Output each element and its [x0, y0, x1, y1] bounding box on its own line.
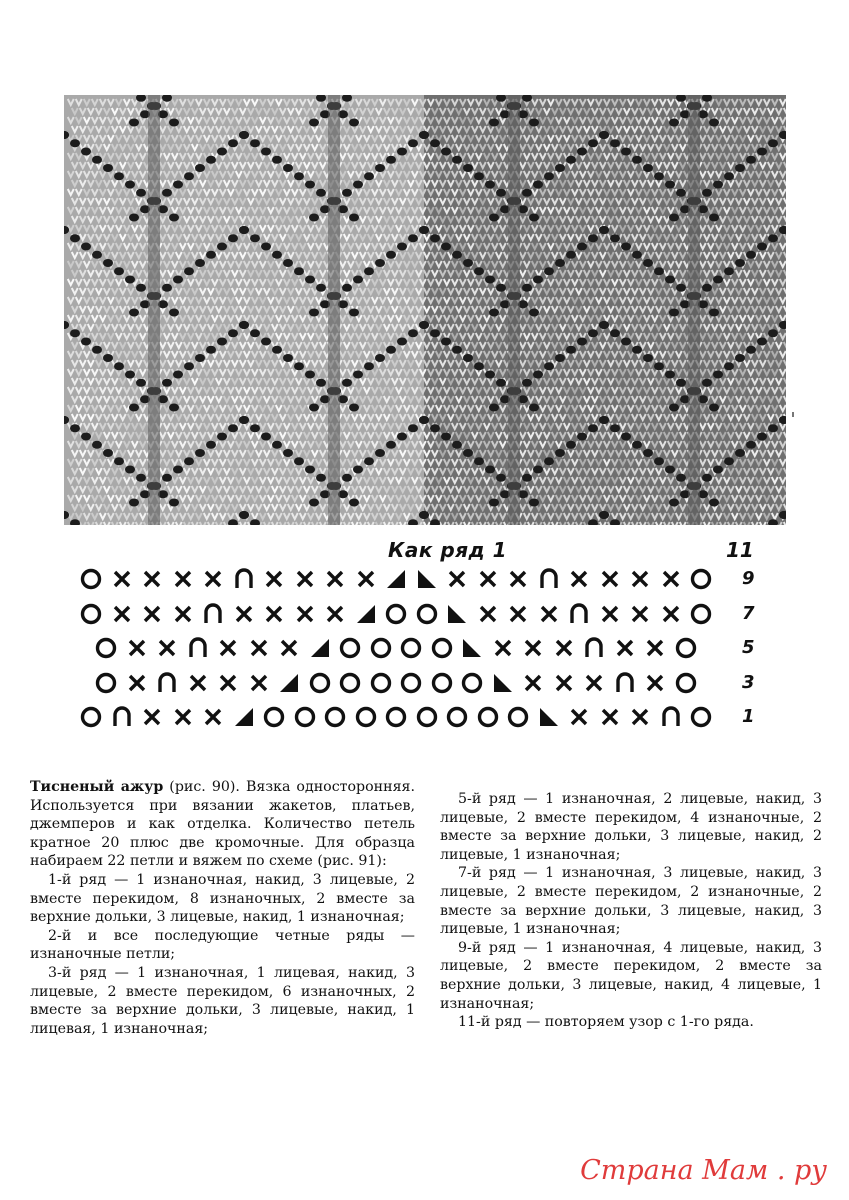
knit-cross-icon [261, 566, 287, 592]
knit-cross-icon [322, 566, 348, 592]
purl-circle-icon [78, 704, 104, 730]
knit-cross-icon [627, 601, 653, 627]
knit-cross-icon [215, 670, 241, 696]
k2tog-left-triangle-icon [307, 635, 333, 661]
knit-cross-icon [246, 670, 272, 696]
yarn-over-arch-icon [658, 704, 684, 730]
purl-circle-icon [353, 704, 379, 730]
purl-circle-icon [505, 704, 531, 730]
knit-cross-icon [139, 566, 165, 592]
paragraph-row7: 7-й ряд — 1 изнаночная, 3 лицевые, накид, 3 лицевые, 2 вместе перекидом, 2 изнаночные, 2 вместе за верхние дольки, 3 лицевые, накид, 3 лицевые, 1 изнаночная; [440, 865, 822, 938]
purl-circle-icon [429, 635, 455, 661]
knit-cross-icon [170, 601, 196, 627]
knit-cross-icon [231, 601, 257, 627]
knit-cross-icon [444, 566, 470, 592]
yarn-over-arch-icon [185, 635, 211, 661]
chart-title: Как ряд 1 [388, 538, 508, 562]
purl-circle-icon [322, 704, 348, 730]
purl-circle-icon [459, 670, 485, 696]
k2tog-left-triangle-icon [231, 704, 257, 730]
purl-circle-icon [673, 670, 699, 696]
purl-circle-icon [307, 670, 333, 696]
yarn-over-arch-icon [231, 566, 257, 592]
text-column-right [440, 790, 822, 1032]
site-watermark: Страна Мам . ру [580, 1155, 827, 1186]
knit-cross-icon [170, 704, 196, 730]
knit-cross-icon [246, 635, 272, 661]
purl-circle-icon [93, 670, 119, 696]
margin-mark [792, 412, 794, 417]
knit-cross-icon [292, 566, 318, 592]
knit-cross-icon [520, 635, 546, 661]
paragraph-intro: (рис. 90). Вязка односторонняя. Используется при вязании жакетов, платьев, джемперов и как отделка. Количество петель кратное 20 плюс две кромочные. Для образца набираем 22 петли и вяжем по схеме (рис. 91): [30, 779, 415, 870]
ssk-right-triangle-icon [444, 601, 470, 627]
chart-row-number: 7 [742, 602, 755, 624]
purl-circle-icon [337, 635, 363, 661]
purl-circle-icon [688, 601, 714, 627]
knit-cross-icon [215, 635, 241, 661]
purl-circle-icon [78, 601, 104, 627]
chart-row-number: 5 [742, 637, 755, 658]
purl-circle-icon [688, 704, 714, 730]
knit-cross-icon [109, 566, 135, 592]
knit-cross-icon [185, 670, 211, 696]
knit-cross-icon [154, 635, 180, 661]
knit-cross-icon [292, 601, 318, 627]
purl-circle-icon [414, 601, 440, 627]
purl-circle-icon [383, 704, 409, 730]
paragraph-row1: 1-й ряд — 1 изнаночная, накид, 3 лицевые, 2 вместе перекидом, 8 изнаночных, 2 вместе за верхние дольки, 3 лицевые, накид, 1 изнаночная; [30, 871, 415, 926]
purl-circle-icon [673, 635, 699, 661]
yarn-over-arch-icon [566, 601, 592, 627]
knit-cross-icon [490, 635, 516, 661]
knit-cross-icon [642, 635, 668, 661]
knitting-chart [78, 536, 778, 736]
paragraph-even-rows: 2-й и все последующие четные ряды — изнаночные петли; [30, 927, 415, 963]
knit-cross-icon [658, 566, 684, 592]
knit-cross-icon [597, 704, 623, 730]
chart-row-number: 3 [742, 671, 755, 693]
knit-cross-icon [124, 635, 150, 661]
knit-cross-icon [612, 635, 638, 661]
yarn-over-arch-icon [200, 601, 226, 627]
ssk-right-triangle-icon [490, 670, 516, 696]
chart-row [78, 670, 778, 700]
knit-cross-icon [139, 601, 165, 627]
knit-cross-icon [475, 566, 501, 592]
ssk-right-triangle-icon [459, 635, 485, 661]
chart-row [78, 704, 778, 734]
knitted-lace-photo [64, 95, 786, 525]
knit-cross-icon [139, 704, 165, 730]
knit-cross-icon [627, 566, 653, 592]
knit-cross-icon [520, 670, 546, 696]
knit-cross-icon [581, 670, 607, 696]
purl-circle-icon [688, 566, 714, 592]
paragraph-row3: 3-й ряд — 1 изнаночная, 1 лицевая, накид, 3 лицевые, 2 вместе перекидом, 6 изнаночных, 2 вместе за верхние дольки, 3 лицевые, накид, 1 лицевая, 1 изнаночная; [30, 964, 415, 1037]
purl-circle-icon [444, 704, 470, 730]
pattern-title: Тисненый ажур [30, 779, 164, 795]
purl-circle-icon [261, 704, 287, 730]
purl-circle-icon [368, 635, 394, 661]
ssk-right-triangle-icon [414, 566, 440, 592]
knit-cross-icon [505, 601, 531, 627]
knit-cross-icon [597, 601, 623, 627]
knit-cross-icon [566, 566, 592, 592]
purl-circle-icon [383, 601, 409, 627]
knit-cross-icon [124, 670, 150, 696]
knit-cross-icon [200, 704, 226, 730]
k2tog-left-triangle-icon [383, 566, 409, 592]
knit-cross-icon [597, 566, 623, 592]
knit-cross-icon [536, 601, 562, 627]
knit-cross-icon [505, 566, 531, 592]
purl-circle-icon [292, 704, 318, 730]
k2tog-left-triangle-icon [276, 670, 302, 696]
knit-cross-icon [658, 601, 684, 627]
yarn-over-arch-icon [154, 670, 180, 696]
ssk-right-triangle-icon [536, 704, 562, 730]
chart-row [78, 566, 778, 596]
knit-cross-icon [551, 670, 577, 696]
knit-cross-icon [276, 635, 302, 661]
paragraph-row11: 11-й ряд — повторяем узор с 1-го ряда. [458, 1014, 754, 1031]
knit-cross-icon [642, 670, 668, 696]
knit-cross-icon [475, 601, 501, 627]
purl-circle-icon [368, 670, 394, 696]
chart-row-number-11: 11 [726, 538, 754, 562]
text-column-left [30, 778, 415, 1038]
purl-circle-icon [398, 635, 424, 661]
purl-circle-icon [93, 635, 119, 661]
paragraph-row5: 5-й ряд — 1 изнаночная, 2 лицевые, накид, 3 лицевые, 2 вместе перекидом, 4 изнаночные, 2 вместе за верхние дольки, 3 лицевые, накид, 2 лицевые, 1 изнаночная; [440, 791, 822, 863]
purl-circle-icon [475, 704, 501, 730]
knit-cross-icon [627, 704, 653, 730]
yarn-over-arch-icon [109, 704, 135, 730]
yarn-over-arch-icon [581, 635, 607, 661]
purl-circle-icon [398, 670, 424, 696]
knit-cross-icon [566, 704, 592, 730]
knit-cross-icon [261, 601, 287, 627]
paragraph-row9: 9-й ряд — 1 изнаночная, 4 лицевые, накид, 3 лицевые, 2 вместе перекидом, 2 вместе за верхние дольки, 3 лицевые, накид, 4 лицевые, 1 изнаночная; [440, 939, 822, 1012]
knit-cross-icon [170, 566, 196, 592]
purl-circle-icon [78, 566, 104, 592]
chart-row [78, 601, 778, 631]
yarn-over-arch-icon [536, 566, 562, 592]
yarn-over-arch-icon [612, 670, 638, 696]
purl-circle-icon [414, 704, 440, 730]
knit-cross-icon [109, 601, 135, 627]
k2tog-left-triangle-icon [353, 601, 379, 627]
purl-circle-icon [337, 670, 363, 696]
knit-cross-icon [353, 566, 379, 592]
knit-cross-icon [551, 635, 577, 661]
knit-cross-icon [322, 601, 348, 627]
knit-cross-icon [200, 566, 226, 592]
chart-row [78, 635, 778, 665]
chart-row-number: 9 [742, 568, 755, 589]
purl-circle-icon [429, 670, 455, 696]
chart-row-number: 1 [742, 706, 755, 727]
